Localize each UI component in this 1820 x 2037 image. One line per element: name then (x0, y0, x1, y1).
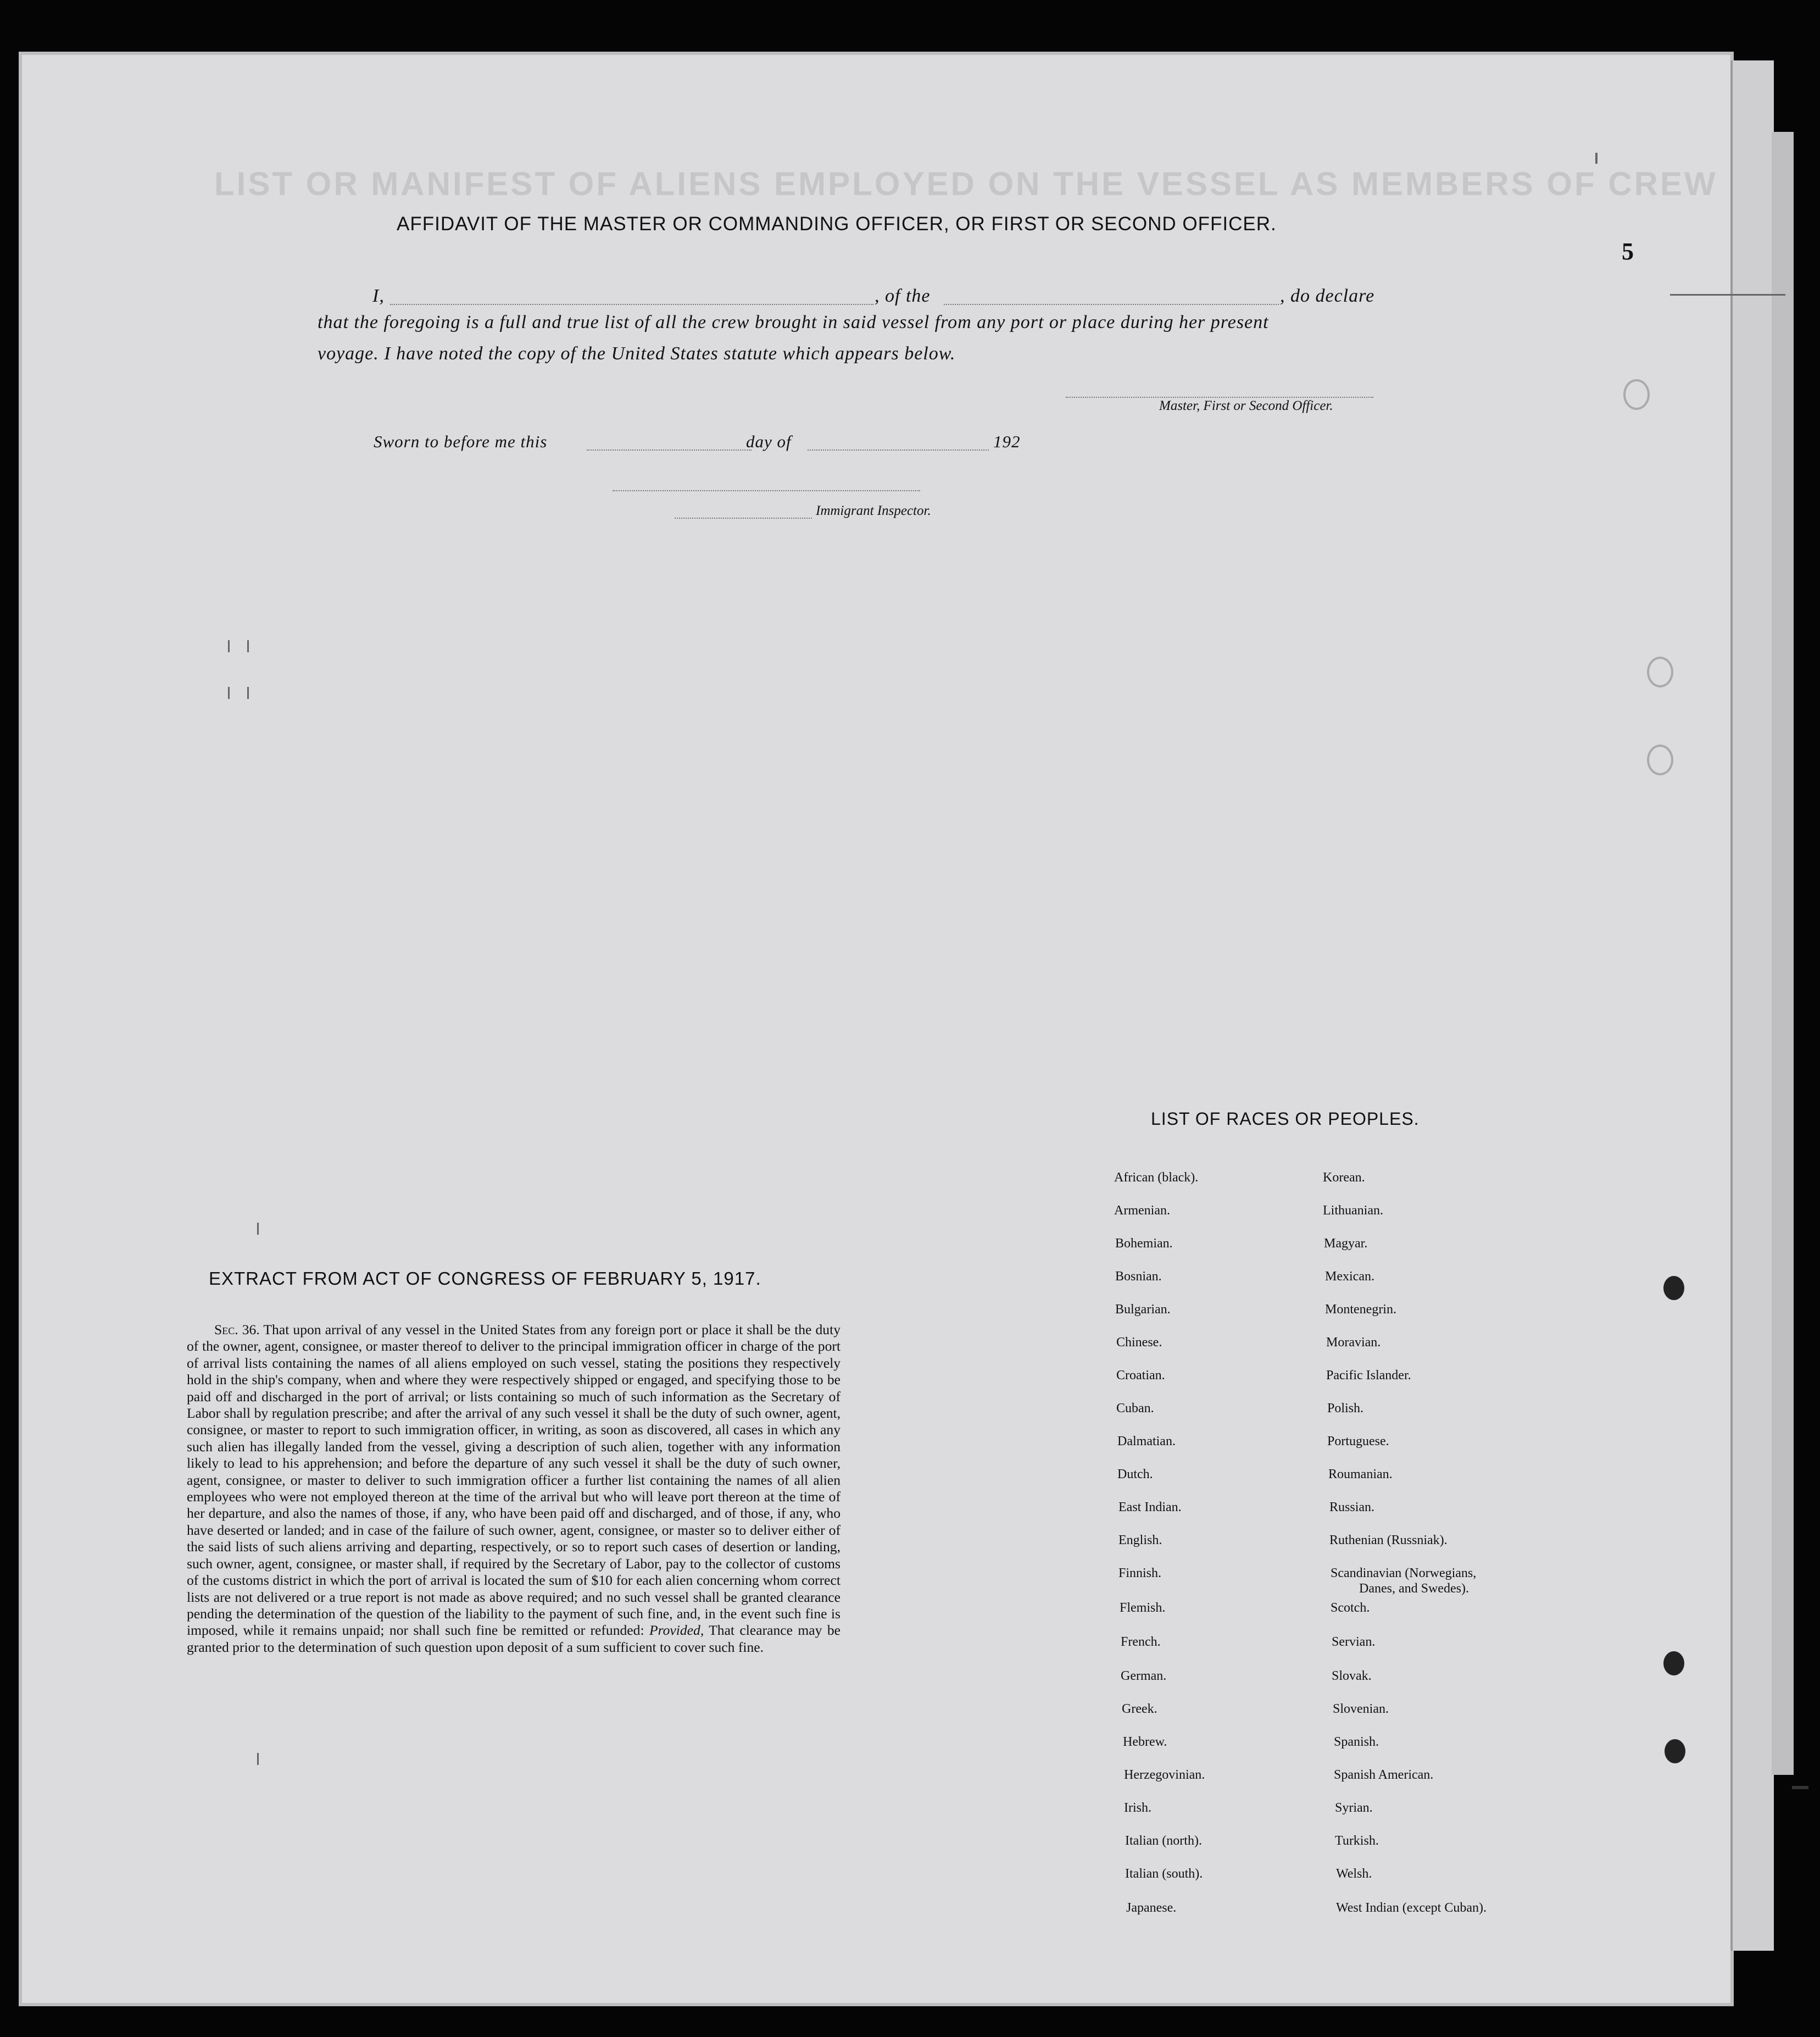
race-col1-item: French. (1121, 1635, 1161, 1649)
race-col1-item: Dutch. (1117, 1467, 1153, 1481)
ledger-rule (1670, 294, 1785, 296)
binder-hole (1663, 1651, 1684, 1675)
extract-text-end: That clearance may be granted prior to the determination of such question upon deposit of a sum sufficient to cover such fine. (187, 1622, 841, 1655)
race-col2-item: Russian. (1329, 1500, 1375, 1514)
master-label: Master, First or Second Officer. (1159, 398, 1333, 413)
races-title: LIST OF RACES OR PEOPLES. (1151, 1109, 1420, 1129)
race-col1-item: Dalmatian. (1117, 1434, 1176, 1448)
affidavit-title: AFFIDAVIT OF THE MASTER OR COMMANDING OFFICER, OR FIRST OR SECOND OFFICER. (397, 213, 1277, 235)
race-col2-item: Portuguese. (1327, 1434, 1389, 1448)
inspector-signature-line (613, 490, 920, 491)
ledger-tick (228, 640, 230, 652)
race-col2-item: Spanish. (1334, 1735, 1379, 1749)
race-col1-item: Hebrew. (1123, 1735, 1167, 1749)
race-col2-item: Slovenian. (1333, 1702, 1389, 1716)
master-signature-line (1066, 397, 1373, 398)
day-of-label: day of (746, 432, 792, 451)
race-col2-item: Scotch. (1331, 1601, 1370, 1615)
race-col1-item: East Indian. (1118, 1500, 1182, 1514)
race-col2-item: West Indian (except Cuban). (1336, 1901, 1487, 1915)
race-col1-item: Bosnian. (1115, 1269, 1162, 1284)
race-col1-item: Chinese. (1116, 1335, 1162, 1350)
ledger-rule (1792, 1786, 1808, 1789)
race-col1-item: Bulgarian. (1115, 1302, 1171, 1317)
binder-hole (1647, 657, 1673, 687)
race-col2-item: Polish. (1327, 1401, 1364, 1416)
race-col1-item: Herzegovinian. (1124, 1768, 1205, 1782)
binder-hole (1623, 379, 1650, 410)
race-col1-item: Italian (south). (1125, 1867, 1203, 1881)
race-col2-item: Mexican. (1325, 1269, 1374, 1284)
race-col2-item: Lithuanian. (1323, 1203, 1383, 1218)
race-col1-item: Italian (north). (1125, 1834, 1202, 1848)
race-col1-item: Irish. (1124, 1801, 1151, 1815)
year-prefix: 192 (993, 432, 1021, 451)
affidavit-i: I, (372, 286, 385, 306)
extract-body (187, 1322, 841, 1656)
race-col1-item: German. (1121, 1669, 1167, 1683)
race-col2-item: Welsh. (1336, 1867, 1372, 1881)
page-edge-right (1730, 60, 1774, 1951)
race-col1-item: Croatian. (1116, 1368, 1165, 1383)
affidavit-declare: , do declare (1280, 286, 1375, 306)
extract-text: That upon arrival of any vessel in the United States from any foreign port or place it shall be the duty of the owner, agent, consignee, or master thereof to deliver to the principal immigration officer in charge of the port of arrival lists containing the names of all aliens employed on such vessel, stating the positions they respectively hold in the ship's company, when and where they were respectively shipped or engaged, and specifying those to be paid off and discharged in the port of arrival; or lists containing so much of such information as the Secretary of Labor shall by regulation prescribe; and after the arrival of any such vessel it shall be the duty of such owner, agent, consignee, or master to report to such immigration officer, in writing, as soon as discovered, all cases in which any such alien has illegally landed from the vessel, giving a description of such alien, together with any information likely to lead to his apprehension; and before the departure of any such vessel it shall be the duty of such owner, agent, consignee, or master to deliver to such immigration officer a further list containing the names of all alien employees who were not employed thereon at the time of the arrival but who will leave port thereon at the time of her departure, and also the names of those, if any, who have been paid off and discharged, and of those, if any, who have deserted or landed; and in case of the failure of such owner, agent, consignee, or master so to deliver either of the said lists of such aliens arriving and departing, respectively, or so to report such cases of desertion or landing, such owner, agent, consignee, or master shall, if required by the Secretary of Labor, pay to the collector of customs of the customs district in which the port of arrival is located the sum of $10 for each alien concerning whom correct lists are not delivered or a true report is not made as above required; and no such vessel shall be granted clearance pending the determination of the question of the liability to the payment of such fine, and, in the event such fine is imposed, while it remains unpaid; nor shall such fine be remitted or refunded: (187, 1322, 841, 1639)
page-edge-strip (1772, 132, 1794, 1775)
race-col2-item: Ruthenian (Russniak). (1329, 1533, 1448, 1547)
race-col2-item: Pacific Islander. (1326, 1368, 1411, 1383)
race-col2-item: Korean. (1323, 1170, 1365, 1185)
ledger-tick (257, 1753, 259, 1765)
bleed-through-header: LIST OR MANIFEST OF ALIENS EMPLOYED ON THE VESSEL AS MEMBERS OF CREW (214, 165, 1718, 202)
binder-hole (1663, 1276, 1684, 1300)
race-col2-item: Scandinavian (Norwegians, (1331, 1566, 1477, 1580)
race-col1-item: Japanese. (1126, 1901, 1177, 1915)
extract-title: EXTRACT FROM ACT OF CONGRESS OF FEBRUARY 5, 1917. (209, 1268, 761, 1289)
inspector-signature-line-2 (675, 518, 812, 519)
inspector-label: Immigrant Inspector. (816, 503, 931, 518)
ledger-tick (228, 687, 230, 699)
race-col2-item: Montenegrin. (1325, 1302, 1396, 1317)
race-col2-item-continued: Danes, and Swedes). (1359, 1581, 1469, 1596)
sworn-label: Sworn to before me this (374, 432, 548, 451)
race-col1-item: Greek. (1122, 1702, 1157, 1716)
ledger-tick (257, 1223, 259, 1235)
ledger-tick (247, 640, 249, 652)
race-col1-item: Bohemian. (1115, 1236, 1173, 1251)
race-col1-item: African (black). (1114, 1170, 1199, 1185)
binder-hole (1665, 1739, 1685, 1763)
race-col2-item: Magyar. (1324, 1236, 1368, 1251)
race-col1-item: Flemish. (1120, 1601, 1166, 1615)
race-col2-item: Moravian. (1326, 1335, 1381, 1350)
provided-word: Provided, (649, 1622, 704, 1639)
affidavit-of-the: , of the (875, 286, 931, 306)
vessel-blank (944, 304, 1279, 305)
race-col1-item: Finnish. (1118, 1566, 1162, 1580)
binder-hole (1647, 745, 1673, 775)
affidavit-line-2: that the foregoing is a full and true list of all the crew brought in said vessel from any port or place during her present (318, 312, 1269, 332)
race-col1-item: Armenian. (1114, 1203, 1170, 1218)
ledger-tick (247, 687, 249, 699)
race-col2-item: Syrian. (1335, 1801, 1373, 1815)
affidavit-line-3: voyage. I have noted the copy of the United States statute which appears below. (318, 343, 956, 364)
race-col2-item: Turkish. (1335, 1834, 1379, 1848)
race-col2-item: Spanish American. (1334, 1768, 1434, 1782)
race-col1-item: English. (1118, 1533, 1162, 1547)
race-col2-item: Roumanian. (1328, 1467, 1393, 1481)
name-blank (390, 304, 873, 305)
sworn-day-blank (587, 449, 752, 451)
section-label: Sec. 36. (214, 1322, 260, 1337)
race-col1-item: Cuban. (1116, 1401, 1154, 1416)
page-number: 5 (1622, 238, 1634, 265)
ledger-tick (1595, 153, 1598, 164)
race-col2-item: Servian. (1332, 1635, 1376, 1649)
race-col2-item: Slovak. (1332, 1669, 1372, 1683)
sworn-month-blank (808, 449, 989, 451)
